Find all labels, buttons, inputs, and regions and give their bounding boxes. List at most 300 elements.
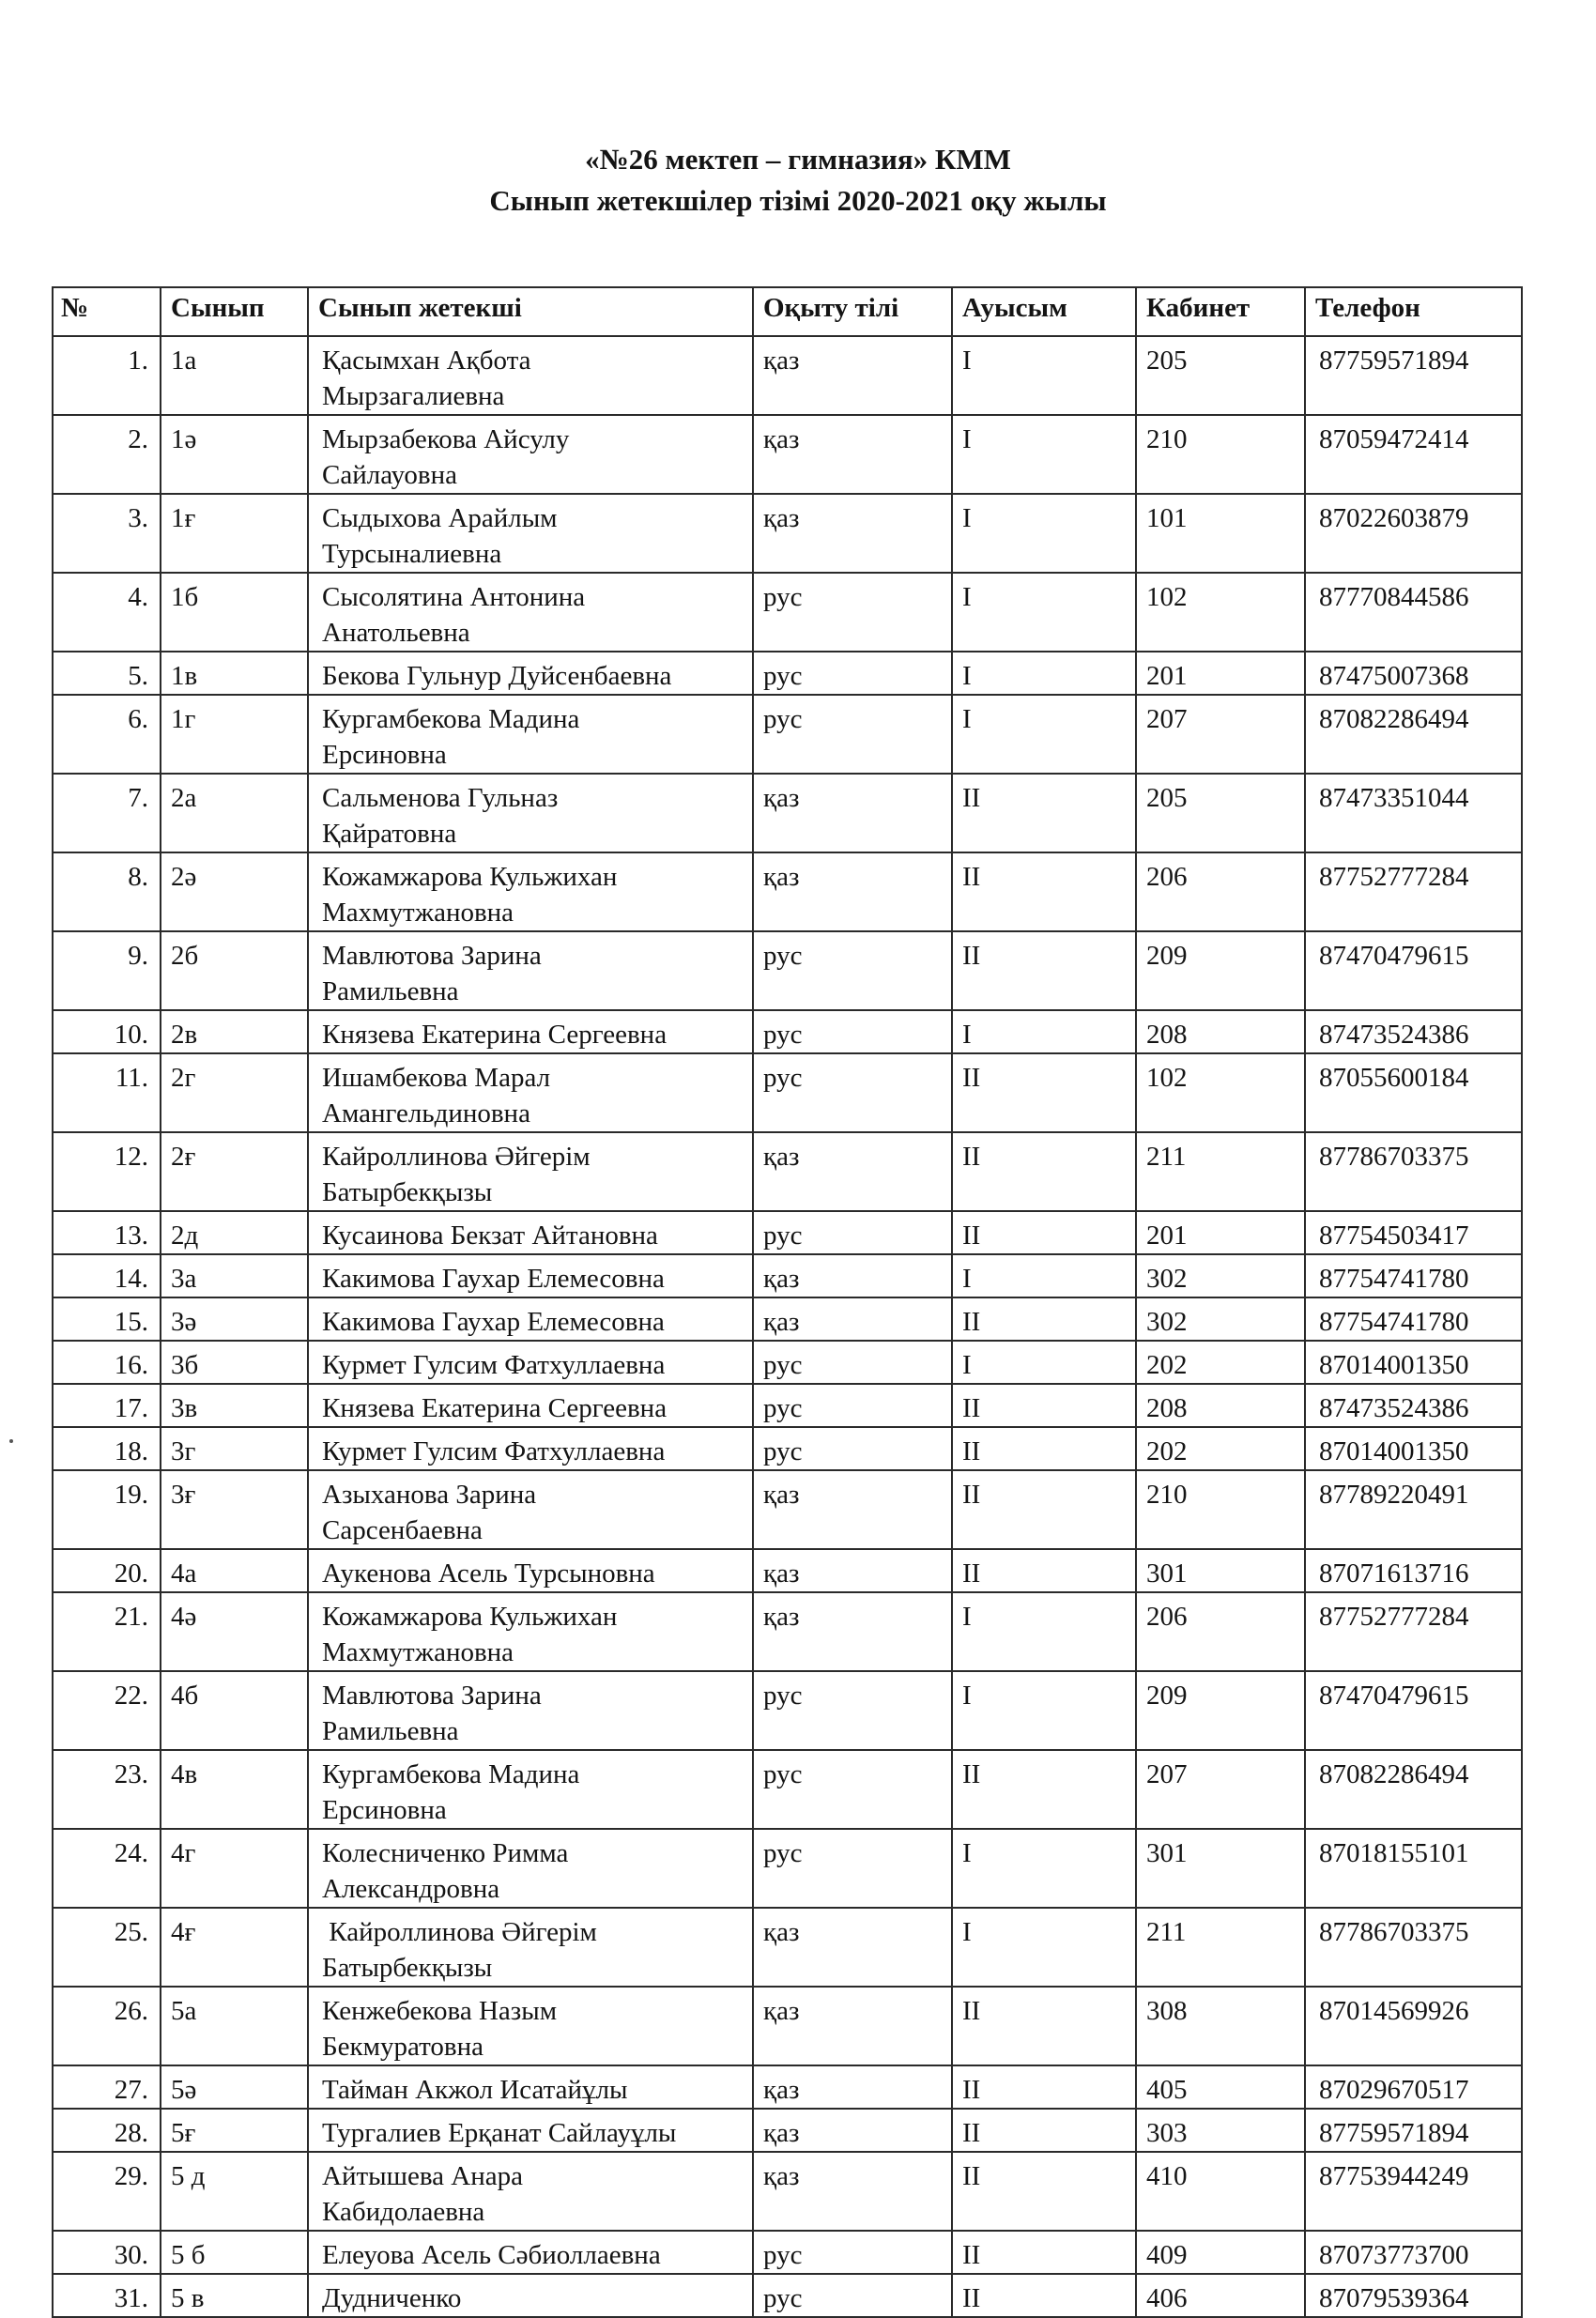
cell-class: 5а (161, 1987, 308, 2065)
cell-phone: 87786703375 (1305, 1908, 1522, 1987)
cell-class: 3б (161, 1341, 308, 1384)
cell-phone: 87754503417 (1305, 1211, 1522, 1254)
cell-class: 5 д (161, 2152, 308, 2231)
cell-shift: ІІ (952, 1132, 1136, 1211)
cell-phone: 87071613716 (1305, 1549, 1522, 1592)
cell-language: рус (753, 1053, 952, 1132)
teacher-name-line: Кожамжарова Кульжихан (322, 862, 618, 892)
header-teacher: Сынып жетекші (308, 287, 753, 336)
teacher-name-line: Бекова Гульнур Дуйсенбаевна (322, 661, 672, 691)
cell-phone: 87014569926 (1305, 1987, 1522, 2065)
cell-room: 205 (1136, 336, 1305, 415)
cell-language: қаз (753, 1908, 952, 1987)
cell-number: 9. (53, 931, 161, 1010)
document-title (0, 139, 1596, 222)
cell-room: 303 (1136, 2109, 1305, 2152)
cell-shift: І (952, 494, 1136, 573)
cell-phone: 87473524386 (1305, 1384, 1522, 1427)
teacher-name-line: Сысолятина Антонина (322, 582, 586, 612)
teacher-name-line: Рамильевна (322, 976, 459, 1006)
cell-shift: І (952, 1908, 1136, 1987)
cell-room: 201 (1136, 652, 1305, 695)
teacher-name-line: Кайроллинова Әйгерім (322, 1917, 597, 1947)
table-header-row (53, 287, 1522, 336)
cell-class: 1ғ (161, 494, 308, 573)
teacher-name-line: Сыдыхова Арайлым (322, 503, 558, 533)
table-row (53, 931, 1522, 1010)
table-row (53, 2152, 1522, 2231)
cell-language: рус (753, 2231, 952, 2274)
cell-teacher (308, 1549, 753, 1592)
cell-phone: 87754741780 (1305, 1254, 1522, 1297)
table-row (53, 1211, 1522, 1254)
cell-class: 2а (161, 774, 308, 852)
cell-shift: І (952, 415, 1136, 494)
cell-room: 208 (1136, 1384, 1305, 1427)
cell-shift: ІІ (952, 774, 1136, 852)
cell-shift: ІІ (952, 2274, 1136, 2317)
teacher-name-line: Батырбекқызы (322, 1177, 493, 1207)
title-line-organization: «№26 мектеп – гимназия» КММ (585, 143, 1011, 176)
header-number: № (53, 287, 161, 336)
teacher-name-line: Мырзагалиевна (322, 381, 505, 411)
cell-room: 410 (1136, 2152, 1305, 2231)
teacher-name-line: Кайроллинова Әйгерім (322, 1142, 591, 1172)
table-row (53, 652, 1522, 695)
teacher-name-line: Кабидолаевна (322, 2197, 485, 2227)
cell-language: қаз (753, 1592, 952, 1671)
cell-room: 201 (1136, 1211, 1305, 1254)
table-row (53, 494, 1522, 573)
cell-class: 1б (161, 573, 308, 652)
cell-teacher (308, 1297, 753, 1341)
cell-teacher (308, 1987, 753, 2065)
cell-class: 4а (161, 1549, 308, 1592)
cell-number: 8. (53, 852, 161, 931)
cell-language: қаз (753, 1470, 952, 1549)
cell-language: рус (753, 2274, 952, 2317)
cell-teacher (308, 2231, 753, 2274)
cell-class: 2д (161, 1211, 308, 1254)
table-row (53, 774, 1522, 852)
teacher-name-line: Александровна (322, 1874, 500, 1904)
cell-number: 7. (53, 774, 161, 852)
cell-room: 301 (1136, 1549, 1305, 1592)
cell-language: қаз (753, 1549, 952, 1592)
teacher-name-line: Аукенова Асель Турсыновна (322, 1558, 655, 1589)
teacher-name-line: Амангельдиновна (322, 1098, 530, 1128)
table-row (53, 1592, 1522, 1671)
cell-shift: ІІ (952, 1297, 1136, 1341)
teacher-name-line: Махмутжановна (322, 1637, 514, 1667)
cell-phone: 87754741780 (1305, 1297, 1522, 1341)
cell-room: 101 (1136, 494, 1305, 573)
cell-room: 210 (1136, 1470, 1305, 1549)
cell-phone: 87759571894 (1305, 336, 1522, 415)
cell-language: қаз (753, 1254, 952, 1297)
table-row (53, 1671, 1522, 1750)
teacher-name-line: Тургалиев Ерқанат Сайлауұлы (322, 2118, 677, 2148)
teacher-name-line: Колесниченко Римма (322, 1838, 569, 1868)
cell-number: 12. (53, 1132, 161, 1211)
table-body (53, 336, 1522, 2317)
cell-number: 31. (53, 2274, 161, 2317)
cell-language: рус (753, 652, 952, 695)
header-phone: Телефон (1305, 287, 1522, 336)
table-row (53, 336, 1522, 415)
cell-number: 20. (53, 1549, 161, 1592)
cell-number: 11. (53, 1053, 161, 1132)
cell-phone: 87475007368 (1305, 652, 1522, 695)
cell-number: 21. (53, 1592, 161, 1671)
cell-teacher (308, 1671, 753, 1750)
cell-language: қаз (753, 852, 952, 931)
teacher-name-line: Князева Екатерина Сергеевна (322, 1020, 668, 1050)
cell-teacher (308, 2274, 753, 2317)
cell-room: 211 (1136, 1908, 1305, 1987)
cell-class: 4г (161, 1829, 308, 1908)
teacher-name-line: Мавлютова Зарина (322, 941, 542, 971)
cell-class: 3а (161, 1254, 308, 1297)
cell-class: 5 в (161, 2274, 308, 2317)
cell-shift: ІІ (952, 1384, 1136, 1427)
table-row (53, 2065, 1522, 2109)
cell-phone: 87770844586 (1305, 573, 1522, 652)
cell-phone: 87055600184 (1305, 1053, 1522, 1132)
cell-teacher (308, 695, 753, 774)
teacher-name-line: Айтышева Анара (322, 2161, 523, 2191)
cell-class: 1а (161, 336, 308, 415)
cell-language: рус (753, 1341, 952, 1384)
cell-teacher (308, 1341, 753, 1384)
cell-class: 1в (161, 652, 308, 695)
teacher-name-line: Сайлауовна (322, 460, 457, 490)
teacher-name-line: Анатольевна (322, 618, 470, 648)
cell-room: 102 (1136, 1053, 1305, 1132)
table-row (53, 1470, 1522, 1549)
cell-shift: ІІ (952, 1427, 1136, 1470)
teacher-name-line: Князева Екатерина Сергеевна (322, 1393, 668, 1423)
header-shift: Ауысым (952, 287, 1136, 336)
table-row (53, 1053, 1522, 1132)
cell-phone: 87014001350 (1305, 1427, 1522, 1470)
teacher-name-line: Ерсиновна (322, 1795, 447, 1825)
cell-room: 302 (1136, 1254, 1305, 1297)
scan-speck (9, 1439, 13, 1443)
cell-number: 29. (53, 2152, 161, 2231)
cell-shift: ІІ (952, 1470, 1136, 1549)
cell-room: 102 (1136, 573, 1305, 652)
teacher-name-line: Турсыналиевна (322, 539, 502, 569)
cell-teacher (308, 1829, 753, 1908)
header-class: Сынып (161, 287, 308, 336)
cell-class: 1г (161, 695, 308, 774)
cell-room: 210 (1136, 415, 1305, 494)
cell-shift: ІІ (952, 2152, 1136, 2231)
cell-teacher (308, 652, 753, 695)
cell-language: рус (753, 1671, 952, 1750)
cell-shift: ІІ (952, 852, 1136, 931)
cell-room: 206 (1136, 1592, 1305, 1671)
cell-room: 209 (1136, 1671, 1305, 1750)
cell-language: қаз (753, 1297, 952, 1341)
table-row (53, 1549, 1522, 1592)
cell-room: 207 (1136, 695, 1305, 774)
cell-language: рус (753, 931, 952, 1010)
table-row (53, 1254, 1522, 1297)
cell-class: 5ә (161, 2065, 308, 2109)
cell-language: рус (753, 1750, 952, 1829)
table-row (53, 2109, 1522, 2152)
cell-number: 28. (53, 2109, 161, 2152)
teacher-name-line: Рамильевна (322, 1716, 459, 1746)
cell-number: 17. (53, 1384, 161, 1427)
cell-language: қаз (753, 336, 952, 415)
table-row (53, 1987, 1522, 2065)
cell-teacher (308, 2109, 753, 2152)
teacher-name-line: Бекмуратовна (322, 2032, 483, 2062)
teacher-name-line: Махмутжановна (322, 898, 514, 928)
cell-phone: 87079539364 (1305, 2274, 1522, 2317)
cell-phone: 87014001350 (1305, 1341, 1522, 1384)
cell-language: қаз (753, 494, 952, 573)
cell-teacher (308, 1384, 753, 1427)
cell-phone: 87022603879 (1305, 494, 1522, 573)
cell-number: 2. (53, 415, 161, 494)
teacher-name-line: Кургамбекова Мадина (322, 1759, 580, 1789)
cell-number: 18. (53, 1427, 161, 1470)
teacher-name-line: Кожамжарова Кульжихан (322, 1602, 618, 1632)
cell-class: 2в (161, 1010, 308, 1053)
cell-teacher (308, 931, 753, 1010)
cell-class: 4б (161, 1671, 308, 1750)
cell-language: қаз (753, 2152, 952, 2231)
table-row (53, 852, 1522, 931)
cell-teacher (308, 1254, 753, 1297)
cell-shift: І (952, 336, 1136, 415)
cell-number: 26. (53, 1987, 161, 2065)
cell-shift: І (952, 1341, 1136, 1384)
cell-room: 302 (1136, 1297, 1305, 1341)
title-line-list-name: Сынып жетекшілер тізімі 2020-2021 оқу жылы (489, 184, 1107, 217)
cell-number: 23. (53, 1750, 161, 1829)
table-row (53, 2231, 1522, 2274)
cell-language: қаз (753, 415, 952, 494)
table-row (53, 573, 1522, 652)
cell-class: 2б (161, 931, 308, 1010)
cell-shift: І (952, 695, 1136, 774)
cell-class: 4ә (161, 1592, 308, 1671)
cell-shift: ІІ (952, 2109, 1136, 2152)
teacher-name-line: Дудниченко (322, 2283, 462, 2313)
cell-shift: ІІ (952, 2231, 1136, 2274)
cell-class: 2ғ (161, 1132, 308, 1211)
cell-number: 19. (53, 1470, 161, 1549)
cell-phone: 87753944249 (1305, 2152, 1522, 2231)
cell-room: 207 (1136, 1750, 1305, 1829)
teacher-name-line: Кургамбекова Мадина (322, 704, 580, 734)
table-row (53, 2274, 1522, 2317)
cell-teacher (308, 2065, 753, 2109)
cell-shift: ІІ (952, 1750, 1136, 1829)
cell-shift: І (952, 1829, 1136, 1908)
cell-class: 2ә (161, 852, 308, 931)
teacher-name-line: Қайратовна (322, 819, 457, 849)
cell-class: 4в (161, 1750, 308, 1829)
cell-number: 6. (53, 695, 161, 774)
cell-phone: 87059472414 (1305, 415, 1522, 494)
cell-teacher (308, 1908, 753, 1987)
table-row (53, 1341, 1522, 1384)
cell-number: 1. (53, 336, 161, 415)
cell-room: 409 (1136, 2231, 1305, 2274)
cell-phone: 87789220491 (1305, 1470, 1522, 1549)
header-room: Кабинет (1136, 287, 1305, 336)
cell-teacher (308, 1211, 753, 1254)
cell-teacher (308, 336, 753, 415)
cell-shift: І (952, 1010, 1136, 1053)
teacher-name-line: Мырзабекова Айсулу (322, 424, 570, 454)
cell-number: 24. (53, 1829, 161, 1908)
cell-number: 27. (53, 2065, 161, 2109)
cell-shift: І (952, 1671, 1136, 1750)
cell-class: 5 б (161, 2231, 308, 2274)
cell-room: 205 (1136, 774, 1305, 852)
cell-class: 1ә (161, 415, 308, 494)
teacher-name-line: Сарсенбаевна (322, 1515, 483, 1545)
teacher-name-line: Какимова Гаухар Елемесовна (322, 1264, 665, 1294)
cell-teacher (308, 1010, 753, 1053)
cell-phone: 87029670517 (1305, 2065, 1522, 2109)
cell-language: рус (753, 1010, 952, 1053)
cell-class: 2г (161, 1053, 308, 1132)
cell-phone: 87470479615 (1305, 931, 1522, 1010)
cell-shift: ІІ (952, 2065, 1136, 2109)
cell-class: 3г (161, 1427, 308, 1470)
cell-teacher (308, 1132, 753, 1211)
cell-number: 22. (53, 1671, 161, 1750)
teacher-name-line: Какимова Гаухар Елемесовна (322, 1307, 665, 1337)
cell-phone: 87473524386 (1305, 1010, 1522, 1053)
class-teachers-table (52, 286, 1523, 2318)
cell-number: 13. (53, 1211, 161, 1254)
cell-teacher (308, 1592, 753, 1671)
cell-teacher (308, 415, 753, 494)
teacher-name-line: Сальменова Гульназ (322, 783, 559, 813)
cell-shift: І (952, 1592, 1136, 1671)
table-row (53, 415, 1522, 494)
cell-number: 16. (53, 1341, 161, 1384)
table-row (53, 695, 1522, 774)
cell-teacher (308, 1053, 753, 1132)
cell-language: рус (753, 573, 952, 652)
teacher-name-line: Тайман Акжол Исатайұлы (322, 2075, 628, 2105)
cell-number: 5. (53, 652, 161, 695)
cell-phone: 87082286494 (1305, 695, 1522, 774)
teacher-name-line: Мавлютова Зарина (322, 1681, 542, 1711)
cell-teacher (308, 852, 753, 931)
cell-class: 3ғ (161, 1470, 308, 1549)
cell-room: 211 (1136, 1132, 1305, 1211)
teacher-name-line: Ишамбекова Марал (322, 1063, 551, 1093)
cell-language: рус (753, 1829, 952, 1908)
cell-number: 4. (53, 573, 161, 652)
cell-room: 308 (1136, 1987, 1305, 2065)
table-row (53, 1297, 1522, 1341)
table-row (53, 1750, 1522, 1829)
teacher-name-line: Кенжебекова Назым (322, 1996, 558, 2026)
cell-language: қаз (753, 2065, 952, 2109)
cell-shift: І (952, 1254, 1136, 1297)
cell-number: 3. (53, 494, 161, 573)
cell-number: 14. (53, 1254, 161, 1297)
cell-class: 3в (161, 1384, 308, 1427)
table-row (53, 1010, 1522, 1053)
cell-shift: ІІ (952, 1987, 1136, 2065)
cell-shift: І (952, 652, 1136, 695)
teacher-name-line: Азыханова Зарина (322, 1480, 537, 1510)
cell-teacher (308, 494, 753, 573)
cell-room: 406 (1136, 2274, 1305, 2317)
cell-class: 5ғ (161, 2109, 308, 2152)
cell-phone: 87752777284 (1305, 852, 1522, 931)
cell-room: 209 (1136, 931, 1305, 1010)
table-row (53, 1427, 1522, 1470)
cell-number: 30. (53, 2231, 161, 2274)
table-row (53, 1829, 1522, 1908)
cell-language: рус (753, 1211, 952, 1254)
cell-language: рус (753, 1427, 952, 1470)
teacher-name-line: Батырбекқызы (322, 1953, 493, 1983)
teacher-name-line: Қасымхан Ақбота (322, 345, 531, 376)
cell-teacher (308, 774, 753, 852)
cell-phone: 87752777284 (1305, 1592, 1522, 1671)
table-row (53, 1908, 1522, 1987)
cell-teacher (308, 1470, 753, 1549)
cell-phone: 87470479615 (1305, 1671, 1522, 1750)
cell-phone: 87473351044 (1305, 774, 1522, 852)
cell-phone: 87786703375 (1305, 1132, 1522, 1211)
cell-class: 3ә (161, 1297, 308, 1341)
cell-room: 206 (1136, 852, 1305, 931)
cell-shift: ІІ (952, 1549, 1136, 1592)
cell-phone: 87073773700 (1305, 2231, 1522, 2274)
teacher-name-line: Курмет Гулсим Фатхуллаевна (322, 1436, 666, 1466)
cell-phone: 87082286494 (1305, 1750, 1522, 1829)
cell-phone: 87018155101 (1305, 1829, 1522, 1908)
cell-teacher (308, 1750, 753, 1829)
teacher-name-line: Елеуова Асель Сәбиоллаевна (322, 2240, 661, 2270)
cell-room: 405 (1136, 2065, 1305, 2109)
cell-language: қаз (753, 2109, 952, 2152)
cell-language: рус (753, 1384, 952, 1427)
cell-number: 25. (53, 1908, 161, 1987)
cell-room: 202 (1136, 1427, 1305, 1470)
cell-room: 208 (1136, 1010, 1305, 1053)
cell-language: қаз (753, 774, 952, 852)
table-row (53, 1132, 1522, 1211)
cell-phone: 87759571894 (1305, 2109, 1522, 2152)
cell-teacher (308, 573, 753, 652)
cell-shift: ІІ (952, 1211, 1136, 1254)
cell-shift: ІІ (952, 1053, 1136, 1132)
teacher-name-line: Ерсиновна (322, 740, 447, 770)
cell-room: 301 (1136, 1829, 1305, 1908)
cell-shift: І (952, 573, 1136, 652)
cell-language: рус (753, 695, 952, 774)
cell-number: 15. (53, 1297, 161, 1341)
header-language: Оқыту тілі (753, 287, 952, 336)
